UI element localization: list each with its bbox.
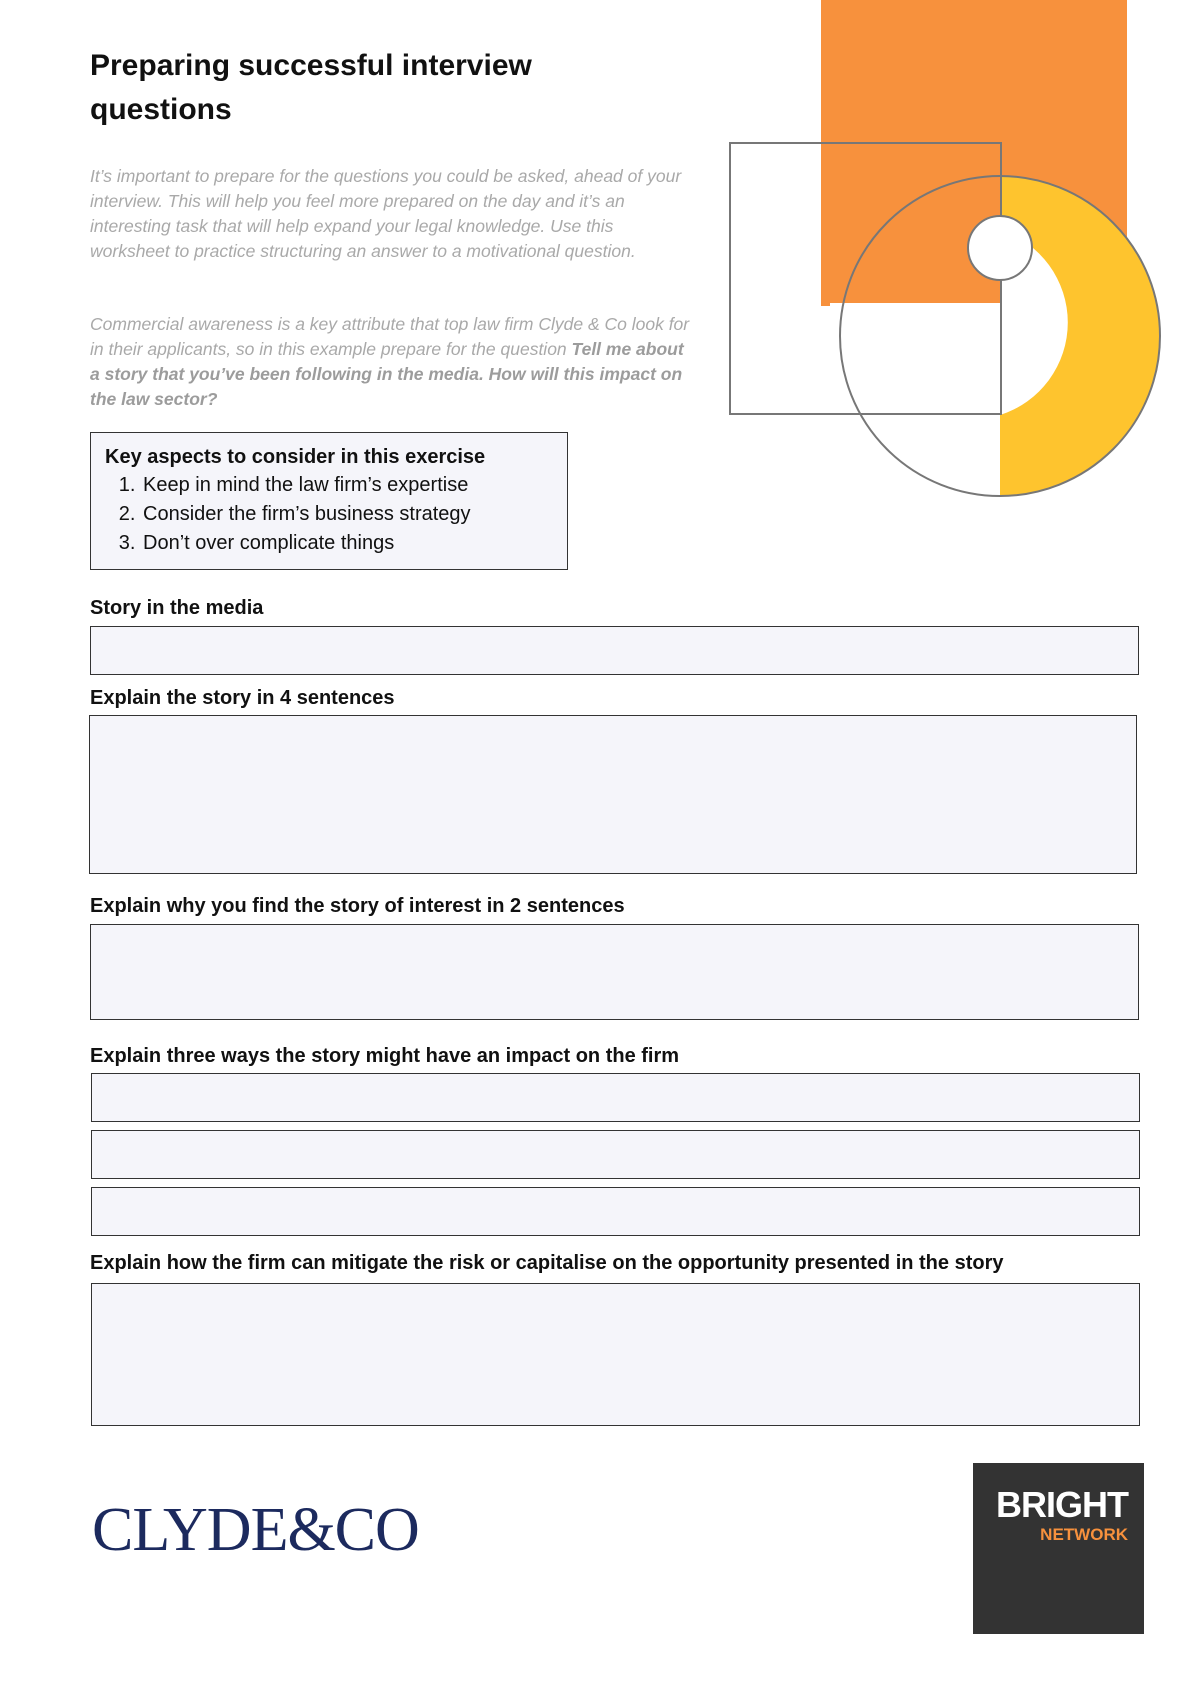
key-aspects-title: Key aspects to consider in this exercise: [105, 446, 486, 468]
bright-network-logo: [973, 1463, 1144, 1634]
clyde-co-logo: CLYDE&CO: [92, 1496, 419, 1564]
three-ways-label: Explain three ways the story might have an impact on the firm: [90, 1045, 680, 1067]
explain-story-label: Explain the story in 4 sentences: [90, 687, 395, 709]
explain-story-field[interactable]: [89, 715, 1137, 874]
commercial-awareness-paragraph: [90, 312, 690, 412]
impact-field-1[interactable]: [91, 1073, 1140, 1122]
decorative-shapes-graphic: [720, 0, 1170, 510]
key-aspect-item: 1. Keep in mind the law firm’s expertise: [141, 471, 553, 500]
why-interest-field[interactable]: [90, 924, 1139, 1020]
mitigate-field[interactable]: [91, 1283, 1140, 1426]
why-interest-label: Explain why you find the story of interest in 2 sentences: [90, 895, 625, 917]
mitigate-label: Explain how the firm can mitigate the risk or capitalise on the opportunity presented in the story: [90, 1252, 1004, 1274]
story-in-media-field[interactable]: [90, 626, 1139, 675]
key-aspects-box: [90, 432, 568, 570]
network-logo-text: NETWORK: [1040, 1525, 1128, 1544]
impact-field-3[interactable]: [91, 1187, 1140, 1236]
key-aspects-list: [105, 471, 553, 558]
key-aspect-item: 3. Don’t over complicate things: [141, 529, 553, 558]
intro-paragraph: It’s important to prepare for the questions you could be asked, ahead of your interview. This will help you feel more prepared on the day and it’s an interesting task that will help expand your legal knowledge. Use this worksheet to practice structuring an answer to a motivational question.: [90, 166, 682, 261]
bright-logo-text: BRIGHT: [996, 1484, 1128, 1525]
story-in-media-label: Story in the media: [90, 597, 264, 619]
commercial-awareness-text: Commercial awareness is a key attribute that top law firm Clyde & Co look for in their applicants, so in this example prepare for the question: [90, 314, 690, 359]
example-question: Tell me about a story that you’ve been following in the media. How will this impact on the law sector?: [90, 339, 684, 409]
page-title: Preparing successful interview questions: [90, 49, 532, 126]
impact-field-2[interactable]: [91, 1130, 1140, 1179]
key-aspect-item: 2. Consider the firm’s business strategy: [141, 500, 553, 529]
